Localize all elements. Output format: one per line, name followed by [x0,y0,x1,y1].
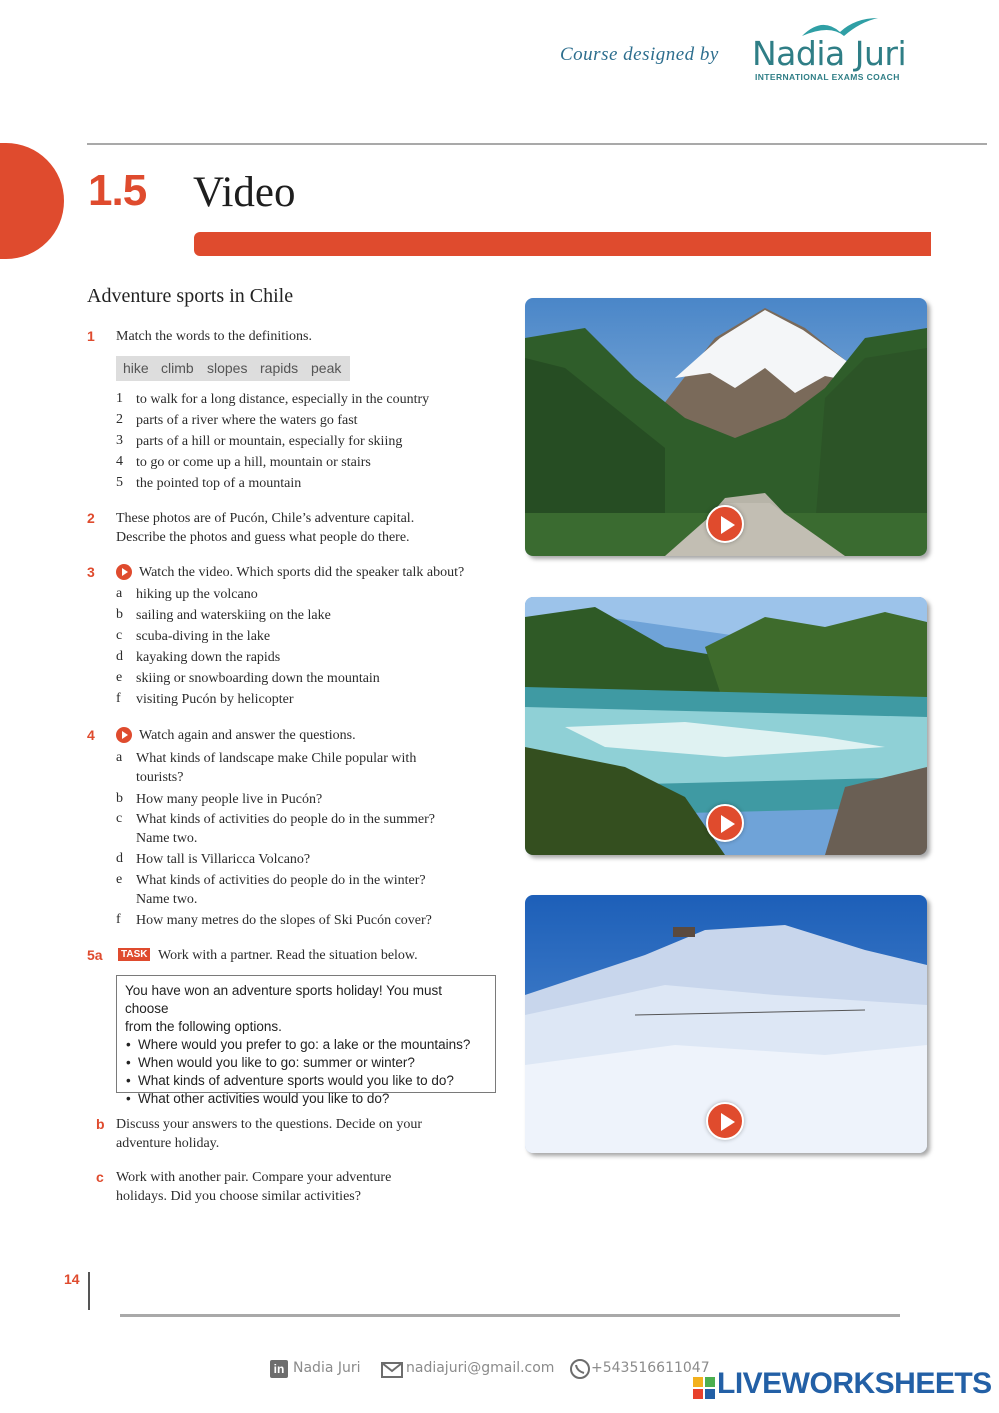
word-item: slopes [207,360,248,376]
video-play-button[interactable] [706,1102,744,1140]
exercise-4-number: 4 [87,727,95,743]
exercise-5c-label: c [96,1169,104,1185]
item-letter: d [116,649,123,664]
video-play-button[interactable] [706,804,744,842]
item-letter: f [116,912,121,927]
situation-bullet: • What kinds of adventure sports would you like to do? [125,1072,487,1090]
item-number: 3 [116,433,123,448]
question-line: tourists? [136,770,184,785]
exercise-2-number: 2 [87,510,95,526]
section-title: Adventure sports in Chile [87,285,294,307]
definition-item: to walk for a long distance, especially in the country [136,392,430,407]
word-item: climb [161,360,194,376]
item-letter: f [116,691,121,706]
situation-text: from the following options. [125,1019,282,1034]
page-number: 14 [64,1271,80,1287]
question-line: Name two. [136,892,198,907]
contact-email[interactable]: nadiajuri@gmail.com [406,1360,555,1376]
definition-item: parts of a river where the waters go fast [136,413,358,428]
situation-bullet: • When would you like to go: summer or winter? [125,1054,487,1072]
video-play-icon [116,564,132,580]
exercise-5a-instruction: Work with a partner. Read the situation below. [158,948,418,963]
liveworksheets-brand[interactable]: LIVEWORKSHEETS [717,1367,992,1400]
word-box [116,356,350,381]
question-line: How tall is Villaricca Volcano? [136,852,311,867]
exercise-5c-line-1: Work with another pair. Compare your adventure [116,1170,392,1185]
exercise-5b-label: b [96,1116,105,1132]
exercise-1-instruction: Match the words to the definitions. [116,329,312,344]
video-play-icon [116,727,132,743]
item-number: 4 [116,454,123,469]
question-line: What kinds of activities do people do in the summer? [136,812,435,827]
course-designed-by: Course designed by [560,44,719,65]
sport-option: scuba-diving in the lake [136,629,271,644]
exercise-5a-number: 5a [87,947,103,963]
rapids-photo [525,597,927,855]
lesson-title: Video [193,169,296,216]
exercise-4-instruction: Watch again and answer the questions. [139,728,356,743]
situation-bullet: • Where would you prefer to go: a lake or the mountains? [125,1036,487,1054]
exercise-5b-line-1: Discuss your answers to the questions. Decide on your [116,1117,423,1132]
situation-box [116,975,496,1106]
whatsapp-icon [569,1358,591,1380]
question-line: Name two. [136,831,198,846]
item-letter: d [116,851,123,866]
contact-name: Nadia Juri [293,1360,361,1376]
exercise-3-instruction: Watch the video. Which sports did the speaker talk about? [139,565,465,580]
definition-item: parts of a hill or mountain, especially for skiing [136,434,403,449]
item-letter: e [116,670,123,685]
sport-option: kayaking down the rapids [136,650,281,665]
question-line: What kinds of landscape make Chile popular with [136,751,417,766]
item-letter: c [116,628,123,643]
linkedin-icon: in [270,1360,288,1378]
task-badge: TASK [118,948,150,961]
word-item: peak [311,360,342,376]
bottom-divider [120,1314,900,1317]
exercise-5b-line-2: adventure holiday. [116,1136,220,1151]
email-icon [381,1362,403,1378]
page-number-divider [88,1272,90,1310]
logo-name: Nadia Juri [752,34,907,73]
item-letter: a [116,586,123,601]
sport-option: visiting Pucón by helicopter [136,692,294,707]
volcano-photo [525,298,927,556]
lesson-number: 1.5 [88,166,147,215]
top-divider [87,143,987,145]
sport-option: sailing and waterskiing on the lake [136,608,331,623]
exercise-2-line-1: These photos are of Pucón, Chile’s adventure capital. [116,511,415,526]
word-item: hike [123,360,149,376]
question-line: What kinds of activities do people do in the winter? [136,873,426,888]
item-letter: b [116,791,123,806]
lesson-tab-decoration [0,143,64,259]
exercise-5c-line-2: holidays. Did you choose similar activities? [116,1189,361,1204]
exercise-2-line-2: Describe the photos and guess what people do there. [116,530,410,545]
item-letter: c [116,811,123,826]
item-number: 1 [116,391,123,406]
item-number: 5 [116,475,123,490]
exercise-3-number: 3 [87,564,95,580]
question-line: How many metres do the slopes of Ski Pucón cover? [136,913,432,928]
logo-tagline: INTERNATIONAL EXAMS COACH [755,72,900,82]
item-number: 2 [116,412,123,427]
liveworksheets-logo-icon [693,1377,715,1399]
word-item: rapids [260,360,299,376]
item-letter: e [116,872,123,887]
contact-phone: +543516611047 [591,1360,710,1376]
item-letter: b [116,607,123,622]
question-line: How many people live in Pucón? [136,792,323,807]
definition-item: the pointed top of a mountain [136,476,302,491]
situation-bullet: • What other activities would you like to do? [125,1090,487,1108]
item-letter: a [116,750,123,765]
situation-text: You have won an adventure sports holiday! You must choose [125,983,442,1016]
sport-option: skiing or snowboarding down the mountain [136,671,380,686]
exercise-1-number: 1 [87,328,95,344]
video-play-button[interactable] [706,505,744,543]
title-bar-decoration [194,232,931,256]
sport-option: hiking up the volcano [136,587,258,602]
ski-slope-photo [525,895,927,1153]
definition-item: to go or come up a hill, mountain or stairs [136,455,371,470]
